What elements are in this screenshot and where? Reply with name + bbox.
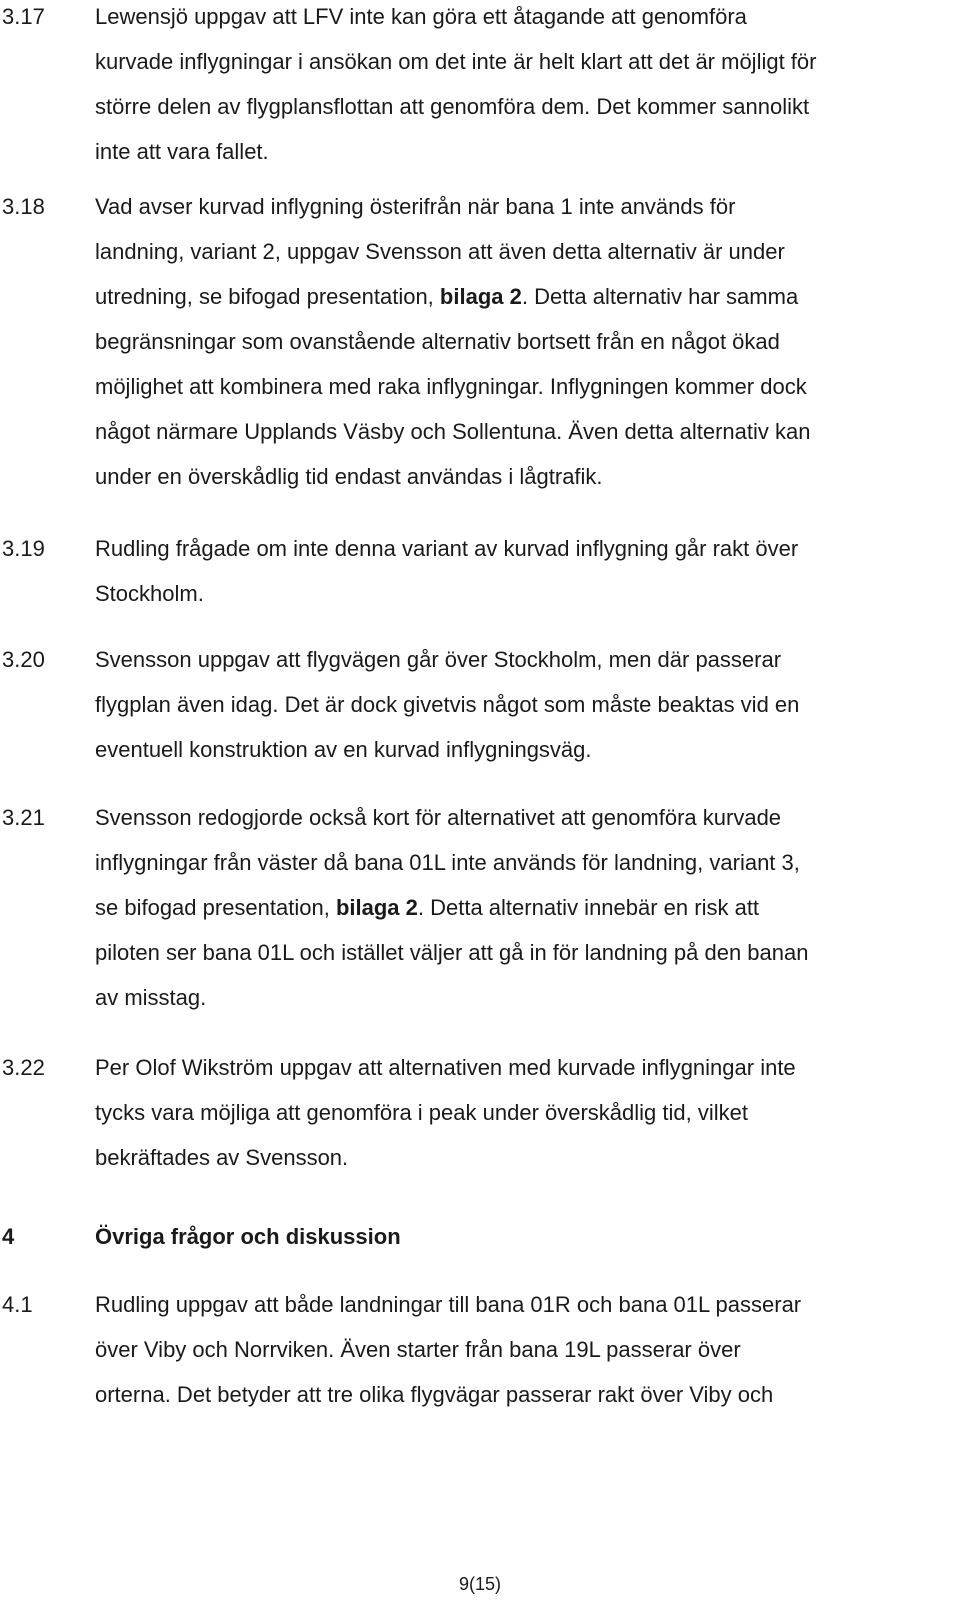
text-segment: Lewensjö uppgav att LFV inte kan göra ett åtagande att genomföra (95, 4, 747, 29)
text-line (95, 39, 935, 84)
text-segment: Per Olof Wikström uppgav att alternativen med kurvade inflygningar inte (95, 1055, 796, 1080)
text-line (95, 229, 935, 274)
text-line (95, 409, 935, 454)
text-segment: tycks vara möjliga att genomföra i peak under överskådlig tid, vilket (95, 1100, 748, 1125)
text-segment: se bifogad presentation, (95, 895, 336, 920)
text-line (95, 84, 935, 129)
text-line (95, 1090, 935, 1135)
text-segment: orterna. Det betyder att tre olika flygvägar passerar rakt över Viby och (95, 1382, 774, 1407)
text-line (95, 1327, 935, 1372)
text-segment: större delen av flygplansflottan att genomföra dem. Det kommer sannolikt (95, 94, 810, 119)
text-line (95, 1282, 935, 1327)
text-segment: utredning, se bifogad presentation, (95, 284, 440, 309)
bold-reference: bilaga 2 (335, 895, 418, 920)
text-line (95, 319, 935, 364)
item-number: 4.1 (2, 1292, 33, 1317)
text-segment: möjlighet att kombinera med raka inflygningar. Inflygningen kommer dock (95, 374, 807, 399)
item-text (95, 637, 935, 772)
text-line (95, 637, 935, 682)
item-text (95, 1045, 935, 1180)
text-segment: begränsningar som ovanstående alternativ bortsett från en något ökad (95, 329, 780, 354)
item-number: 3.21 (2, 805, 45, 830)
item-text (95, 526, 935, 616)
text-segment: Rudling frågade om inte denna variant av kurvad inflygning går rakt över (95, 536, 799, 561)
text-line (95, 840, 935, 885)
text-line (95, 682, 935, 727)
text-segment: Svensson uppgav att flygvägen går över Stockholm, men där passerar (95, 647, 782, 672)
text-line (95, 975, 935, 1020)
item-text (95, 795, 935, 1020)
heading-text (95, 1214, 935, 1259)
text-line (95, 184, 935, 229)
text-segment: Övriga frågor och diskussion (95, 1224, 401, 1249)
item-number: 3.22 (2, 1055, 45, 1080)
item-text (95, 1282, 935, 1417)
text-segment: av misstag. (95, 985, 207, 1010)
text-segment: Svensson redogjorde också kort för alternativet att genomföra kurvade (95, 805, 782, 830)
item-number: 3.19 (2, 536, 45, 561)
item-text (95, 184, 935, 499)
text-line (95, 930, 935, 975)
text-line (95, 454, 935, 499)
text-segment: . Detta alternativ innebär en risk att (417, 895, 760, 920)
item-number: 3.20 (2, 647, 45, 672)
text-segment: piloten ser bana 01L och istället väljer att gå in för landning på den banan (95, 940, 809, 965)
text-segment: . Detta alternativ har samma (521, 284, 799, 309)
text-segment: flygplan även idag. Det är dock givetvis något som måste beaktas vid en (95, 692, 800, 717)
text-line (95, 364, 935, 409)
text-line (95, 274, 935, 319)
item-number: 3.17 (2, 4, 45, 29)
text-segment: kurvade inflygningar i ansökan om det inte är helt klart att det är möjligt för (95, 49, 817, 74)
page-number: 9(15) (458, 1574, 502, 1594)
text-segment: under en överskådlig tid endast användas i lågtrafik. (95, 464, 603, 489)
item-text (95, 0, 935, 174)
text-line (95, 1214, 935, 1259)
text-segment: över Viby och Norrviken. Även starter från bana 19L passerar över (95, 1337, 741, 1362)
text-segment: inte att vara fallet. (95, 139, 269, 164)
item-number: 3.18 (2, 194, 45, 219)
text-line (95, 571, 935, 616)
text-line (95, 1372, 935, 1417)
text-segment: något närmare Upplands Väsby och Sollentuna. Även detta alternativ kan (95, 419, 811, 444)
text-line (95, 1045, 935, 1090)
bold-reference: bilaga 2 (439, 284, 522, 309)
text-line (95, 727, 935, 772)
text-line (95, 1135, 935, 1180)
text-segment: bekräftades av Svensson. (95, 1145, 349, 1170)
text-line (95, 0, 935, 39)
text-segment: Vad avser kurvad inflygning österifrån när bana 1 inte används för (95, 194, 736, 219)
item-number: 4 (2, 1224, 15, 1249)
text-line (95, 129, 935, 174)
text-segment: landning, variant 2, uppgav Svensson att även detta alternativ är under (95, 239, 785, 264)
text-line (95, 795, 935, 840)
text-segment: inflygningar från väster då bana 01L inte används för landning, variant 3, (95, 850, 800, 875)
text-segment: Stockholm. (95, 581, 204, 606)
text-line (95, 526, 935, 571)
text-segment: Rudling uppgav att både landningar till bana 01R och bana 01L passerar (95, 1292, 802, 1317)
text-segment: eventuell konstruktion av en kurvad inflygningsväg. (95, 737, 592, 762)
text-line (95, 885, 935, 930)
